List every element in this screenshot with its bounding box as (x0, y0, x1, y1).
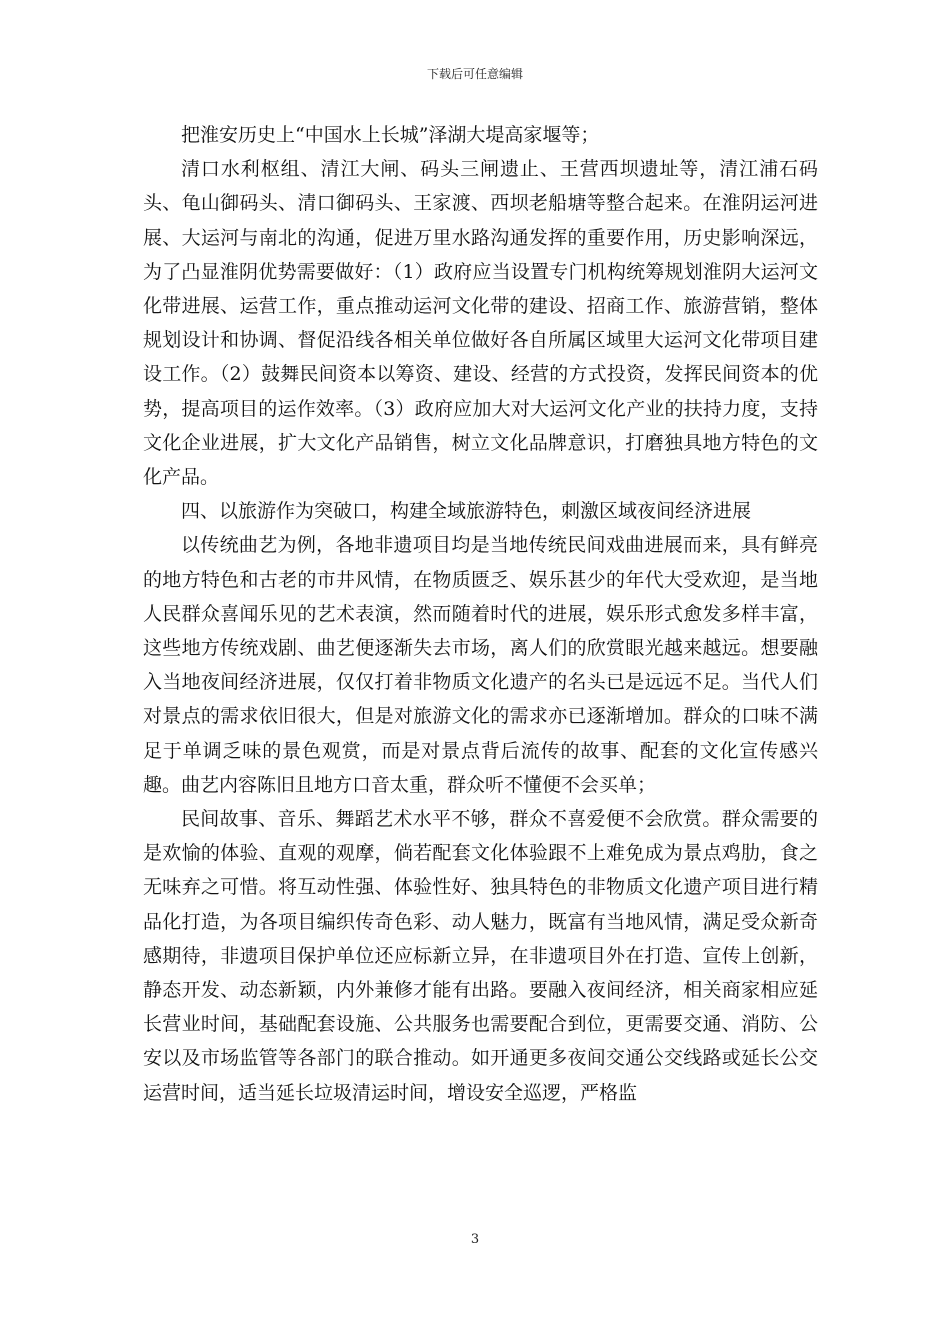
paragraph-1: 把淮安历史上“中国水上长城”泽湖大堤高家堰等； (181, 124, 600, 146)
page-number: 3 (470, 1232, 480, 1247)
page-header: 下载后可任意编辑 (426, 67, 523, 81)
paragraph-3: 以传统曲艺为例，各地非遗项目均是当地传统民间戏曲进展而来，具有鲜亮的地方特色和古老的市井风情，在物质匮乏、娱乐甚少的年代大受欢迎，是当地人民群众喜闻乐见的艺术表演，然而随着时代的进展，娱乐形式愈发多样丰富，这些地方传统戏剧、曲艺便逐渐失去市场，离人们的欣赏眼光越来越远。想要融入当地夜间经济进展，仅仅打着非物质文化遗产的名头已是远远不足。当代人们对景点的需求依旧很大，但是对旅游文化的需求亦已逐渐增加。群众的口味不满足于单调乏味的景色观赏，而是对景点背后流传的故事、配套的文化宣传感兴趣。曲艺内容陈旧且地方口音太重，群众听不懂便不会买单； (143, 534, 818, 796)
paragraph-4: 民间故事、音乐、舞蹈艺术水平不够，群众不喜爱便不会欣赏。群众需要的是欢愉的体验、直观的观摩，倘若配套文化体验跟不上难免成为景点鸡肋，食之无味弃之可惜。将互动性强、体验性好、独具特色的非物质文化遗产项目进行精品化打造，为各项目编织传奇色彩、动人魅力，既富有当地风情，满足受众新奇感期待，非遗项目保护单位还应标新立异，在非遗项目外在打造、宣传上创新，静态开发、动态新颖，内外兼修才能有出路。要融入夜间经济，相关商家相应延长营业时间，基础配套设施、公共服务也需要配合到位，更需要交通、消防、公安以及市场监管等各部门的联合推动。如开通更多夜间交通公交线路或延长公交运营时间，适当延长垃圾清运时间，增设安全巡逻，严格监 (143, 808, 818, 1104)
paragraph-2: 清口水利枢组、清江大闸、码头三闸遗止、王营西坝遗址等，清江浦石码头、龟山御码头、清口御码头、王家渡、西坝老船塘等整合起来。在淮阴运河进展、大运河与南北的沟通，促进万里水路沟通发挥的重要作用，历史影响深远，为了凸显淮阴优势需要做好：（1）政府应当设置专门机构统筹规划淮阴大运河文化带进展、运营工作，重点推动运河文化带的建设、招商工作、旅游营销，整体规划设计和协调、督促沿线各相关单位做好各自所属区域里大运河文化带项目建设工作。（2）鼓舞民间资本以筹资、建设、经营的方式投资，发挥民间资本的优势，提高项目的运作效率。（3）政府应加大对大运河文化产业的扶持力度，支持文化企业进展，扩大文化产品销售，树立文化品牌意识，打磨独具地方特色的文化产品。 (143, 158, 818, 489)
section-heading: 四、以旅游作为突破口，构建全域旅游特色，刺激区域夜间经济进展 (181, 500, 752, 523)
document-body (143, 118, 818, 1110)
